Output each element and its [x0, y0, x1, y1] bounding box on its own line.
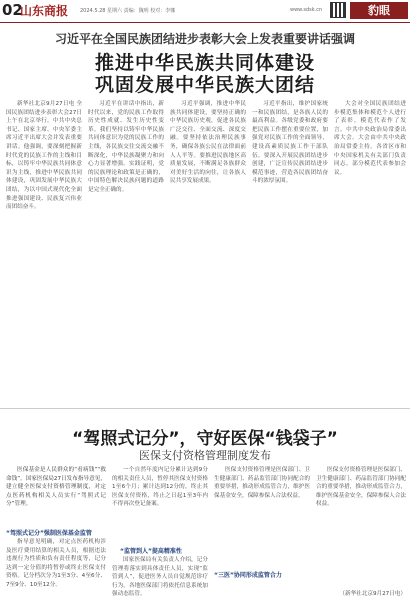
story2-subhead-3: “三医”协同形成监管合力 [214, 572, 282, 579]
paragraph: 医保基金是人民群众的“看病钱”“救命钱”。国家医保局27日发布指导意见，建立健全医保支付资格管理制度，对定点医药机构相关人员实行“驾照式记分”管理。 [6, 467, 106, 508]
paragraph: 一个自然年度内记分累计达到9分的相关责任人员，暂停其医保支付资格1至6个月；累计达到12分的，终止其医保支付资格，终止之日起1至3年内不得再次登记备案。 [112, 467, 208, 508]
paragraph: 医保支付资格管理是医保部门、卫生健康部门、药品监管部门协同配合的重要举措，推动形成监管合力，维护医保基金安全，保障参保人合法权益。 [214, 467, 310, 499]
qr-code-icon [330, 2, 346, 18]
divider [0, 408, 410, 409]
story2-sign [316, 590, 406, 600]
story1-column-3 [170, 100, 246, 400]
story1-headline-1: 推进中华民族共同体建设 [94, 52, 315, 74]
story1-column-4 [252, 100, 328, 400]
page-header [0, 0, 410, 23]
story1-column-2 [88, 100, 164, 400]
story1-kicker: 习近平在全国民族团结进步表彰大会上发表重要讲话强调 [54, 32, 355, 46]
story1-headline-2: 巩固发展中华民族大团结 [94, 74, 315, 96]
story2-subhead-2: “监管到人”提高精准性 [120, 548, 182, 555]
paragraph: 大会对全国民族团结进步模范集体和模范个人进行了表彰。模范代表作了发言。中共中央政治局常委出席大会。大会由中共中央政治局常委主持。各省区市和中央国家机关有关部门负责同志，部分模范代表参加会议。 [334, 101, 406, 176]
story2-subtitle: 医保支付资格管理制度发布 [139, 449, 271, 462]
website-url[interactable]: www.sdsk.cn [290, 7, 323, 13]
section-label: 豹眼 [350, 2, 408, 19]
story2-lead [6, 466, 106, 524]
paragraph: 医保支付资格管理是医保部门、卫生健康部门、药品监管部门协同配合的重要举措，推动形成监管合力，维护医保基金安全，保障参保人合法权益。 [316, 467, 406, 508]
story2-column-2b [112, 556, 208, 600]
paragraph: 指导意见明确，对定点医药机构涉及医疗费用结算的相关人员，根据违法违规行为性质和负有责任程度等，记分达到一定分值的将暂停或终止医保支付资格。记分档次分为1至3分、4至6分、7至9分、10至12分。 [6, 539, 106, 588]
story2-column-3 [214, 466, 310, 566]
story2-headline: “驾照式记分”，守好医保“钱袋子” [72, 429, 338, 449]
paragraph: 习近平在讲话中指出，新时代以来，党的民族工作取得历史性成就、发生历史性变革。我们坚持以铸牢中华民族共同体意识为党的民族工作的主线，各民族交往交流交融不断深化，中华民族凝聚力和向心力显著增强。实践证明，党的民族理论和政策是正确的，中国特色解决民族问题的道路是完全正确的。 [88, 101, 164, 193]
issue-meta: 2024.5.28 星期六 责编：魏明 校对：李娜 [80, 8, 176, 14]
signature-line: （新华社北京9月27日电） [339, 591, 406, 597]
story2-column-4 [316, 466, 406, 586]
paragraph: 国家医保局有关负责人介绍，记分管理将落实到具体责任人员，实现“监管到人”，促进医务人员自觉规范诊疗行为。各地医保部门将依托信息系统加强动态监管。 [112, 557, 208, 598]
page-number: 02 [2, 1, 23, 19]
story2-column-2 [112, 466, 208, 542]
paragraph: 习近平指出，维护国家统一和民族团结，是各族人民的最高利益。各级党委和政府要把民族工作摆在重要位置，加强党对民族工作的全面领导，建设高素质民族工作干部队伍。要深入开展民族团结进步创建，广泛宣传民族团结进步模范事迹，营造各民族团结奋斗的浓厚氛围。 [252, 101, 328, 185]
story2-column-1 [6, 538, 106, 600]
paragraph: 习近平强调，推进中华民族共同体建设，要坚持正确的中华民族历史观，促进各民族广泛交往、全面交流、深度交融。要坚持依法治理民族事务，确保各族公民在法律面前人人平等。要推进民族地区高质量发展，不断满足各族群众对美好生活的向往，让各族人民共享发展成果。 [170, 101, 246, 185]
story2-subhead-1: “驾照式记分”强制医保基金监管 [6, 530, 92, 537]
paragraph: 新华社北京9月27日电 全国民族团结进步表彰大会27日上午在北京举行。中共中央总书记、国家主席、中央军委主席习近平出席大会并发表重要讲话。他强调，要深刻把握新时代党的民族工作的主线和目标，以铸牢中华民族共同体意识为主线，推进中华民族共同体建设，巩固发展中华民族大团结，为以中国式现代化全面推进强国建设、民族复兴伟业而团结奋斗。 [6, 101, 82, 211]
story1-column-1 [6, 100, 82, 400]
story1-column-5 [334, 100, 406, 400]
newspaper-name: 山东商报 [20, 4, 69, 18]
